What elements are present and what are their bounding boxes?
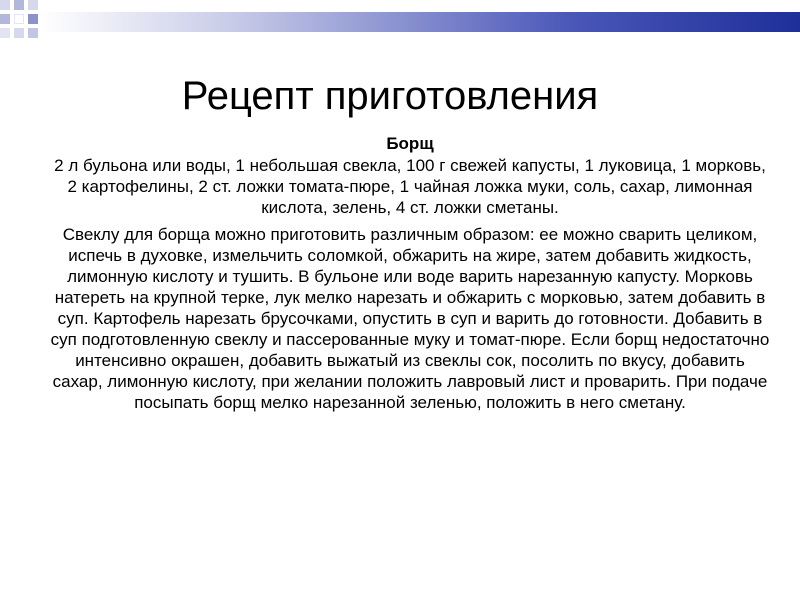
decorative-square (28, 28, 38, 38)
decorative-square (0, 0, 10, 10)
decorative-square (14, 14, 24, 24)
decorative-square (28, 14, 38, 24)
decorative-square (14, 0, 24, 10)
recipe-subtitle: Борщ (386, 134, 434, 153)
gradient-stripe (40, 12, 800, 32)
decorative-square (14, 28, 24, 38)
ingredients-paragraph: 2 л бульона или воды, 1 небольшая свекла, 100 г свежей капусты, 1 луковица, 1 морковь, 2 картофелины, 2 ст. ложки томата-пюре, 1 чайная ложка муки, соль, сахар, лимонная кислота, зелень, 4 ст. ложки сметаны. (54, 156, 766, 217)
slide-body (50, 133, 770, 419)
slide-title: Рецепт приготовления (181, 74, 599, 118)
decorative-square (0, 28, 10, 38)
decorative-square (28, 0, 38, 10)
decorative-banner (0, 0, 800, 62)
instructions-paragraph: Свеклу для борща можно приготовить различным образом: ее можно сварить целиком, испечь в духовке, измельчить соломкой, обжарить на жире, затем добавить жидкость, лимонную кислоту и тушить. В бульоне или воде варить нарезанную капусту. Морковь натереть на крупной терке, лук мелко нарезать и обжарить с морковью, затем добавить в суп. Картофель нарезать брусочками, опустить в суп и варить до готовности. Добавить в суп подготовленную свеклу и пассерованные муку и томат-пюре. Если борщ недостаточно интенсивно окрашен, добавить выжатый из свеклы сок, посолить по вкусу, добавить сахар, лимонную кислоту, при желании положить лавровый лист и проварить. При подаче посыпать борщ мелко нарезанной зеленью, положить в него сметану. (50, 225, 770, 412)
decorative-square (0, 14, 10, 24)
